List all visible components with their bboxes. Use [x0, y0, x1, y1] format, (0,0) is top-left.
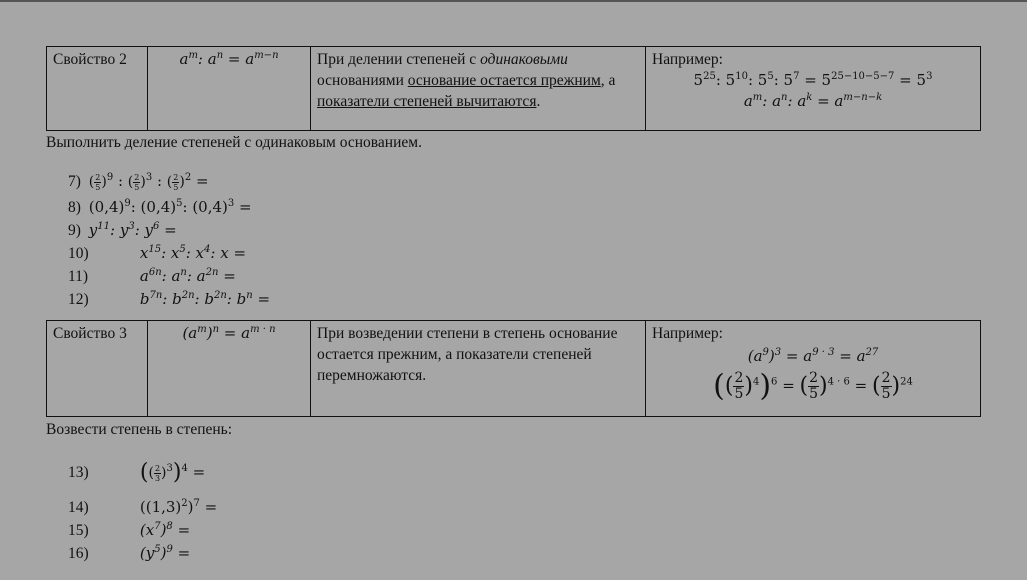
task-1-instruction: Выполнить деление степеней с одинаковым основанием.: [46, 134, 422, 151]
property-3-name: Свойство 3: [47, 321, 148, 417]
example-line-1: $5^{25}$: $5^{10}$: $5^5$: $5^7 = 5^{25-10-5-7} = 5^3$: [693, 71, 933, 89]
example-label: Например:: [652, 51, 723, 68]
property-2-table: [46, 46, 981, 131]
property-2-example: [646, 47, 981, 131]
task-item-14: 14) $((1,3)^2)^7$ =: [68, 498, 218, 516]
task-item-11: 11) $a^{6n}$: $a^n$: $a^{2n}$ =: [68, 267, 236, 285]
property-3-formula: $(a^m)^n = a^{m \cdot n}$: [148, 321, 311, 417]
property-3-rule: При возведении степени в степень основание остается прежним, а показатели степеней перемножаются.: [311, 321, 646, 417]
property-3-table: [46, 320, 981, 417]
task-2-instruction: Возвести степень в степень:: [46, 421, 233, 438]
task-item-12: 12) $b^{7n}$: $b^{2n}$: $b^{2n}$: $b^n$ =: [68, 290, 271, 308]
task-item-9: 9) $y^{11}$: $y^3$: $y^6$ =: [68, 221, 177, 239]
task-item-16: 16) $(y^5)^9$ =: [68, 544, 191, 562]
task-item-10: 10) $x^{15}$: $x^5$: $x^4$: x =: [68, 244, 247, 262]
example-label: Например:: [652, 325, 723, 342]
example-line-2: $a^m$: $a^n$: $a^k = a^{m-n-k}$: [743, 92, 883, 110]
task-item-7: 7) ( $\frac{2}{5}$ )$^9$ : ( $\frac{2}{5}$ )$^3$ : ( $\frac{2}{5}$ )$^2$ =: [68, 172, 209, 192]
top-border-line: [0, 0, 1027, 2]
example-line-1: $(a^9)^3 = a^{9 \cdot 3} = a^{27}$: [747, 347, 879, 365]
property-2-name: Свойство 2: [47, 47, 148, 131]
task-item-8: 8) $(0,4)^9$: $(0,4)^5$: $(0,4)^3$ =: [68, 198, 252, 216]
example-line-2: (( $\frac{2}{5}$ )$^4$)$^6$ = ( $\frac{2}{5}$ )$^{4 \cdot 6}$ = ( $\frac{2}{5}$ )$^{24}$: [713, 368, 913, 404]
task-item-15: 15) $(x^7)^8$ =: [68, 521, 191, 539]
property-2-formula: $a^m$: $a^n = a^{m-n}$: [148, 47, 311, 131]
property-3-example: [646, 321, 981, 417]
property-2-rule: При делении степеней с одинаковыми основаниями основание остается прежним, а показатели степеней вычитаются.: [311, 47, 646, 131]
task-item-13: 13) (( $\frac{2}{3}$ )$^3$)$^4$ =: [68, 460, 206, 485]
